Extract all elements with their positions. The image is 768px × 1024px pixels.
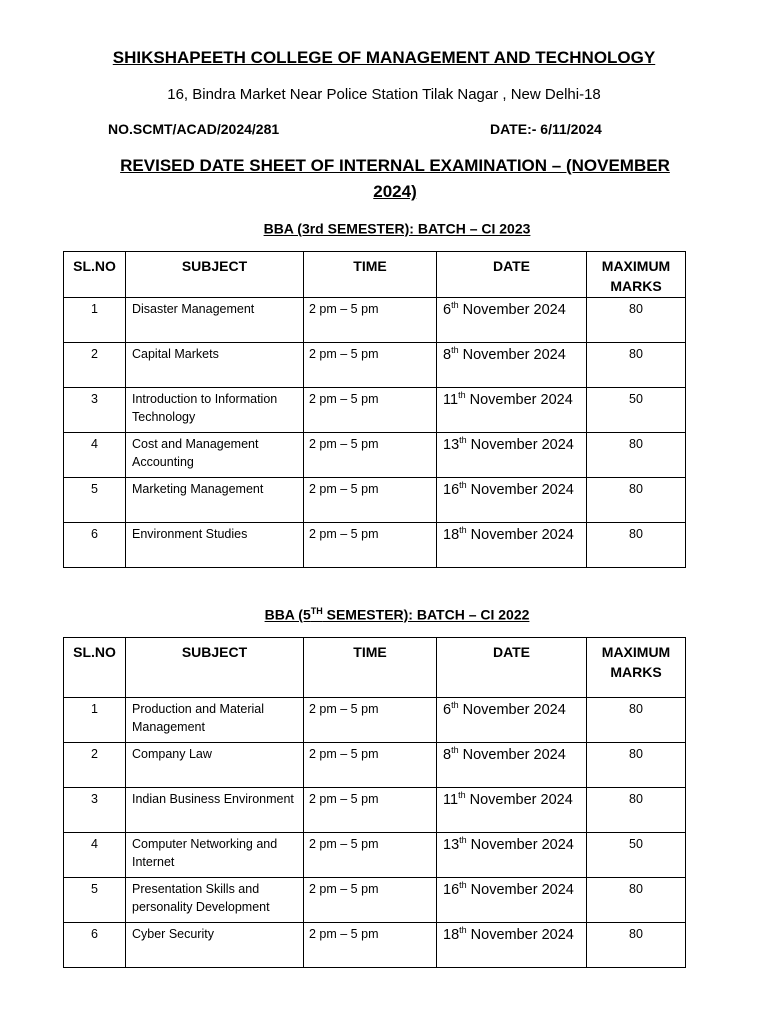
column-header-date: DATE xyxy=(437,252,587,298)
cell-slno: 1 xyxy=(64,698,126,743)
column-header-max-marks: MAXIMUM MARKS xyxy=(587,638,686,698)
cell-date: 8th November 2024 xyxy=(437,743,587,788)
cell-date: 13th November 2024 xyxy=(437,833,587,878)
cell-slno: 4 xyxy=(64,433,126,478)
cell-subject: Environment Studies xyxy=(126,523,304,568)
datesheet-table-5th-semester xyxy=(63,637,686,968)
table-row xyxy=(64,523,686,568)
cell-slno: 5 xyxy=(64,478,126,523)
page-title: REVISED DATE SHEET OF INTERNAL EXAMINATION – (NOVEMBER 2024) xyxy=(120,156,670,201)
cell-max-marks: 80 xyxy=(587,343,686,388)
cell-max-marks: 50 xyxy=(587,388,686,433)
cell-max-marks: 80 xyxy=(587,743,686,788)
table-row xyxy=(64,878,686,923)
issue-date: DATE:- 6/11/2024 xyxy=(490,121,602,137)
cell-time: 2 pm – 5 pm xyxy=(304,298,437,343)
datesheet-table-3rd-semester xyxy=(63,251,686,568)
table-row xyxy=(64,343,686,388)
cell-max-marks: 80 xyxy=(587,878,686,923)
table-row xyxy=(64,788,686,833)
cell-slno: 4 xyxy=(64,833,126,878)
column-header-time: TIME xyxy=(304,252,437,298)
cell-time: 2 pm – 5 pm xyxy=(304,788,437,833)
cell-max-marks: 80 xyxy=(587,523,686,568)
cell-max-marks: 80 xyxy=(587,298,686,343)
cell-date: 6th November 2024 xyxy=(437,298,587,343)
cell-subject: Introduction to Information Technology xyxy=(126,388,304,433)
cell-date: 8th November 2024 xyxy=(437,343,587,388)
cell-subject: Capital Markets xyxy=(126,343,304,388)
table-row xyxy=(64,298,686,343)
cell-slno: 2 xyxy=(64,743,126,788)
college-address: 16, Bindra Market Near Police Station Tilak Nagar , New Delhi-18 xyxy=(167,86,601,103)
cell-time: 2 pm – 5 pm xyxy=(304,433,437,478)
cell-subject: Company Law xyxy=(126,743,304,788)
cell-slno: 1 xyxy=(64,298,126,343)
cell-date: 11th November 2024 xyxy=(437,388,587,433)
cell-date: 16th November 2024 xyxy=(437,478,587,523)
cell-slno: 2 xyxy=(64,343,126,388)
cell-time: 2 pm – 5 pm xyxy=(304,523,437,568)
cell-time: 2 pm – 5 pm xyxy=(304,743,437,788)
table-header-row xyxy=(64,638,686,698)
table-row xyxy=(64,433,686,478)
cell-subject: Indian Business Environment xyxy=(126,788,304,833)
table-row xyxy=(64,743,686,788)
cell-date: 16th November 2024 xyxy=(437,878,587,923)
column-header-date: DATE xyxy=(437,638,587,698)
cell-date: 6th November 2024 xyxy=(437,698,587,743)
cell-max-marks: 80 xyxy=(587,923,686,968)
reference-number: NO.SCMT/ACAD/2024/281 xyxy=(108,121,280,137)
cell-time: 2 pm – 5 pm xyxy=(304,698,437,743)
cell-time: 2 pm – 5 pm xyxy=(304,478,437,523)
cell-max-marks: 80 xyxy=(587,433,686,478)
cell-slno: 3 xyxy=(64,388,126,433)
cell-slno: 5 xyxy=(64,878,126,923)
column-header-time: TIME xyxy=(304,638,437,698)
column-header-slno: SL.NO xyxy=(64,638,126,698)
cell-date: 18th November 2024 xyxy=(437,523,587,568)
cell-slno: 6 xyxy=(64,523,126,568)
table-row xyxy=(64,923,686,968)
cell-slno: 6 xyxy=(64,923,126,968)
cell-subject: Cyber Security xyxy=(126,923,304,968)
cell-max-marks: 80 xyxy=(587,788,686,833)
column-header-max-marks: MAXIMUM MARKS xyxy=(587,252,686,298)
cell-time: 2 pm – 5 pm xyxy=(304,878,437,923)
table-row xyxy=(64,698,686,743)
cell-max-marks: 80 xyxy=(587,478,686,523)
cell-time: 2 pm – 5 pm xyxy=(304,388,437,433)
column-header-subject: SUBJECT xyxy=(126,638,304,698)
cell-date: 18th November 2024 xyxy=(437,923,587,968)
cell-max-marks: 50 xyxy=(587,833,686,878)
column-header-slno: SL.NO xyxy=(64,252,126,298)
cell-date: 13th November 2024 xyxy=(437,433,587,478)
cell-time: 2 pm – 5 pm xyxy=(304,833,437,878)
cell-subject: Presentation Skills and personality Development xyxy=(126,878,304,923)
section-title-5th-semester: BBA (5TH SEMESTER): BATCH – CI 2022 xyxy=(264,606,530,623)
column-header-subject: SUBJECT xyxy=(126,252,304,298)
cell-date: 11th November 2024 xyxy=(437,788,587,833)
table-row xyxy=(64,478,686,523)
section-title-3rd-semester: BBA (3rd SEMESTER): BATCH – CI 2023 xyxy=(263,220,531,237)
table-row xyxy=(64,388,686,433)
college-name: SHIKSHAPEETH COLLEGE OF MANAGEMENT AND TECHNOLOGY xyxy=(112,48,656,67)
cell-subject: Marketing Management xyxy=(126,478,304,523)
table-row xyxy=(64,833,686,878)
cell-subject: Cost and Management Accounting xyxy=(126,433,304,478)
cell-subject: Computer Networking and Internet xyxy=(126,833,304,878)
cell-subject: Disaster Management xyxy=(126,298,304,343)
cell-subject: Production and Material Management xyxy=(126,698,304,743)
table-header-row xyxy=(64,252,686,298)
cell-max-marks: 80 xyxy=(587,698,686,743)
cell-time: 2 pm – 5 pm xyxy=(304,923,437,968)
cell-time: 2 pm – 5 pm xyxy=(304,343,437,388)
cell-slno: 3 xyxy=(64,788,126,833)
